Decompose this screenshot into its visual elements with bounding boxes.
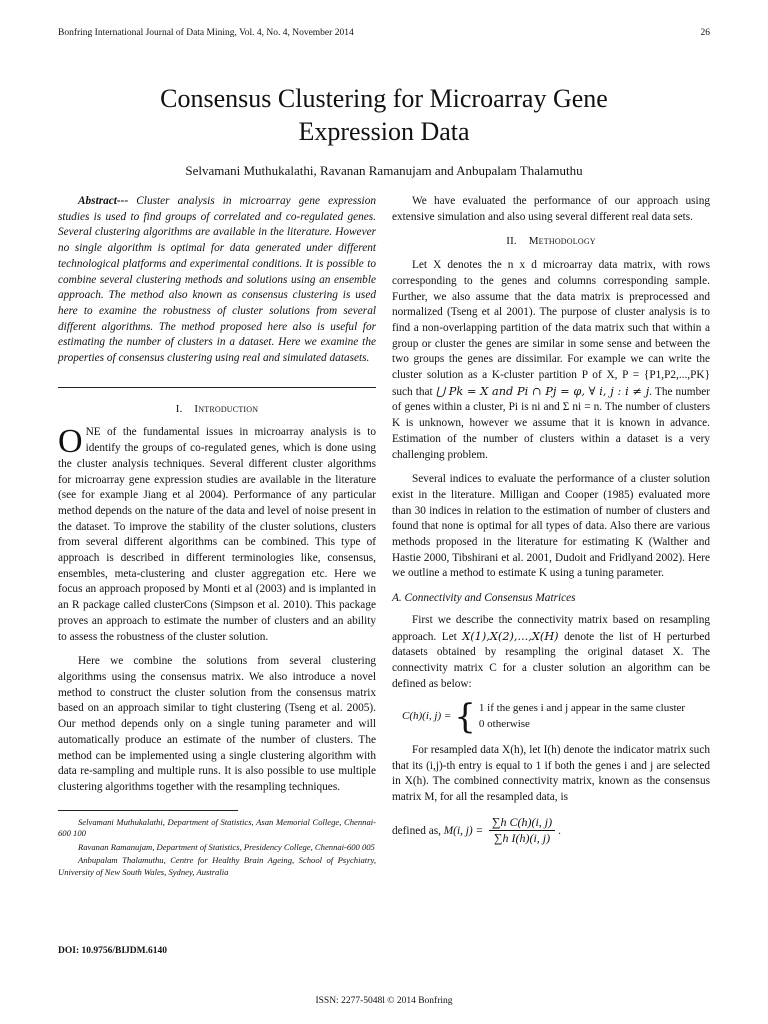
page-footer: ISSN: 2277-5048l © 2014 Bonfring [315, 996, 453, 1006]
footnote-author-2: Ravanan Ramanujam, Department of Statistics, Presidency College, Chennai-600 005 [78, 841, 375, 852]
title-line-2: Expression Data [298, 117, 470, 146]
drop-cap: O [58, 423, 83, 461]
intro-paragraph-2: Here we combine the solutions from several clustering algorithms using the consensus matrix. We also introduce a novel method to construct the cluster solution from the consensus matrix based on an approach similar to tight clustering (Tseng et al. 2005). Our method depends only on a single tuning parameter and will automatically produce an estimate of the number of clusters. The method can be implemented using a single clustering algorithm with data re-sampling and multiple runs. It is also possible to use multiple clustering algorithms together with the resampling techniques. [58, 655, 376, 793]
methodology-paragraph-1 [392, 258, 710, 463]
resample-list-formula: X(1),X(2),...,X(H) [462, 629, 559, 643]
partition-formula: ⋃ Pk = X and Pi ∩ Pj = φ, ∀ i, j : i ≠ j [435, 384, 650, 398]
connectivity-text-b: denote the list of H perturbed datasets obtained by resampling the original dataset X. The connectivity matrix C for a cluster solution an algorithm can be defined as below: [392, 630, 711, 690]
m-lhs: M(i, j) = [443, 824, 484, 837]
abstract-label: Abstract--- [78, 195, 129, 207]
footnote-divider [58, 810, 238, 811]
intro-paragraph-1-text: NE of the fundamental issues in microarray analysis is to identify the groups of co-regulated genes, which is done using the cluster analysis techniques. Several different cluster algorithms for microarray gene expression studies are available in the literature (see for example Jiang et al 2004). Performance of any particular method depends on the nature of the data and level of noise present in the dataset. To improve the stability of the cluster solutions, clusters from several different algorithms can be combined. This type of approach is described in different terminologies like, consensus, ensembles, meta-clustering and cluster aggregation etc. Here we focus an approach proposed by Monti et al (2003) and is implanted in an R package called clusterCons (Simpson et al. 2010). This package proves an approach to estimate the number of clusters and an ability to assess the robustness of the cluster solution. [58, 426, 376, 643]
section-number: II. [506, 235, 517, 248]
intro-paragraph-1 [58, 425, 376, 645]
definition-prefix: defined as, [392, 824, 441, 837]
consensus-definition [392, 815, 710, 847]
cmatrix-cases [479, 701, 685, 732]
connectivity-matrix-formula [402, 697, 710, 738]
abstract-text: Cluster analysis in microarray gene expression studies is used to find groups of correlated and co-regulated genes. Several clustering algorithms are available in the literature. However no single algorithm is optimal for data generated under different technological platforms and experimental conditions. It is possible to combine several clustering methods and solutions using an ensemble approach. The method also known as consensus clustering is used here to examine the robustness of cluster solutions from several different algorithms. The method proposed here also is useful for estimating the number of clusters in a dataset. Here we examine the properties of consensus clustering using real and simulated datasets. [58, 195, 376, 365]
footnote-author-1: Selvamani Muthukalathi, Department of Statistics, Asan Memorial College, Chennai- 600 100 [58, 816, 376, 839]
methodology-paragraph-2: Several indices to evaluate the performance of a cluster solution exist in the literature. Milligan and Cooper (1985) evaluated more than 30 indices in relation to the estimation of number of clusters and found that none is optimal for all types of data. Also there are various methods proposed in the literature for estimating K (Walther and Hastie 2000, Tibshirani et al. 2001, Dudoit and Fridlyand 2002). Here we outline a method to estimate K using a tuning parameter. [392, 473, 710, 580]
subsection-heading: A. Connectivity and Consensus Matrices [392, 592, 576, 605]
connectivity-paragraph [392, 613, 710, 693]
right-column [392, 194, 710, 856]
cmatrix-case-1: 1 if the genes i and j appear in the same cluster [478, 702, 686, 715]
footnote-author-3: Anbupalam Thalamuthu, Centre for Healthy Brain Ageing, School of Psychiatry, University of New South Wales, Sydney, Australia [58, 855, 376, 877]
evaluation-paragraph: We have evaluated the performance of our approach using extensive simulation and also using several different real data sets. [392, 195, 710, 223]
fraction-denominator: ∑h I(h)(i, j) [493, 831, 551, 846]
connectivity-text-a: First we describe the connectivity matrix based on resampling approach. Let [392, 613, 710, 643]
section-heading-introduction [58, 402, 376, 418]
page-number: 26 [700, 28, 710, 38]
journal-citation: Bonfring International Journal of Data Mining, Vol. 4, No. 4, November 2014 [58, 28, 354, 38]
title-line-1: Consensus Clustering for Microarray Gene [160, 84, 608, 113]
paper-title [60, 82, 708, 148]
abstract [58, 194, 376, 367]
consensus-fraction [489, 815, 555, 847]
brace-glyph: { [454, 697, 476, 738]
consensus-paragraph: For resampled data X(h), let I(h) denote the indicator matrix such that its (i,j)-th entry is equal to 1 if both the genes i and j are selected in X(h). The combined connectivity matrix, known as the consensus matrix M, for all the resampled data, is [392, 743, 710, 803]
doi: DOI: 10.9756/BIJDM.6140 [58, 946, 167, 956]
left-column [58, 194, 376, 880]
section-title: Introduction [194, 402, 259, 415]
running-head [58, 28, 710, 38]
section-heading-methodology [392, 234, 710, 250]
fraction-numerator: ∑h C(h)(i, j) [489, 815, 555, 832]
section-number: I. [175, 402, 183, 415]
methodology-text-a: Let X denotes the n x d microarray data matrix, with rows corresponding to the genes and columns corresponding sample. Further, we also assume that the data matrix is preprocessed and normalized (Tseng et al 2001). The purpose of cluster analysis is to find a non-overlapping partition of the data matrix such that within a group or cluster the genes are similar in some sense and between the two groups the genes are dissimilar. For example we can write the cluster solution as a K-cluster partition P of X, P = {P1,P2,...,PK} such that [392, 259, 710, 398]
definition-suffix: . [558, 824, 561, 837]
section-title: Methodology [528, 235, 596, 248]
abstract-divider [58, 387, 376, 388]
cmatrix-lhs: C(h)(i, j) = [402, 710, 452, 723]
methodology-text-b: . The number of genes within a cluster, Pi is ni and Σ ni = n. The number of clusters K is unknown, however we assume that it is known in advance. Estimation of the number of clusters within a dataset is a very challenging problem. [392, 385, 710, 461]
cmatrix-case-2: 0 otherwise [478, 718, 530, 731]
author-list: Selvamani Muthukalathi, Ravanan Ramanujam and Anbupalam Thalamuthu [185, 163, 583, 178]
